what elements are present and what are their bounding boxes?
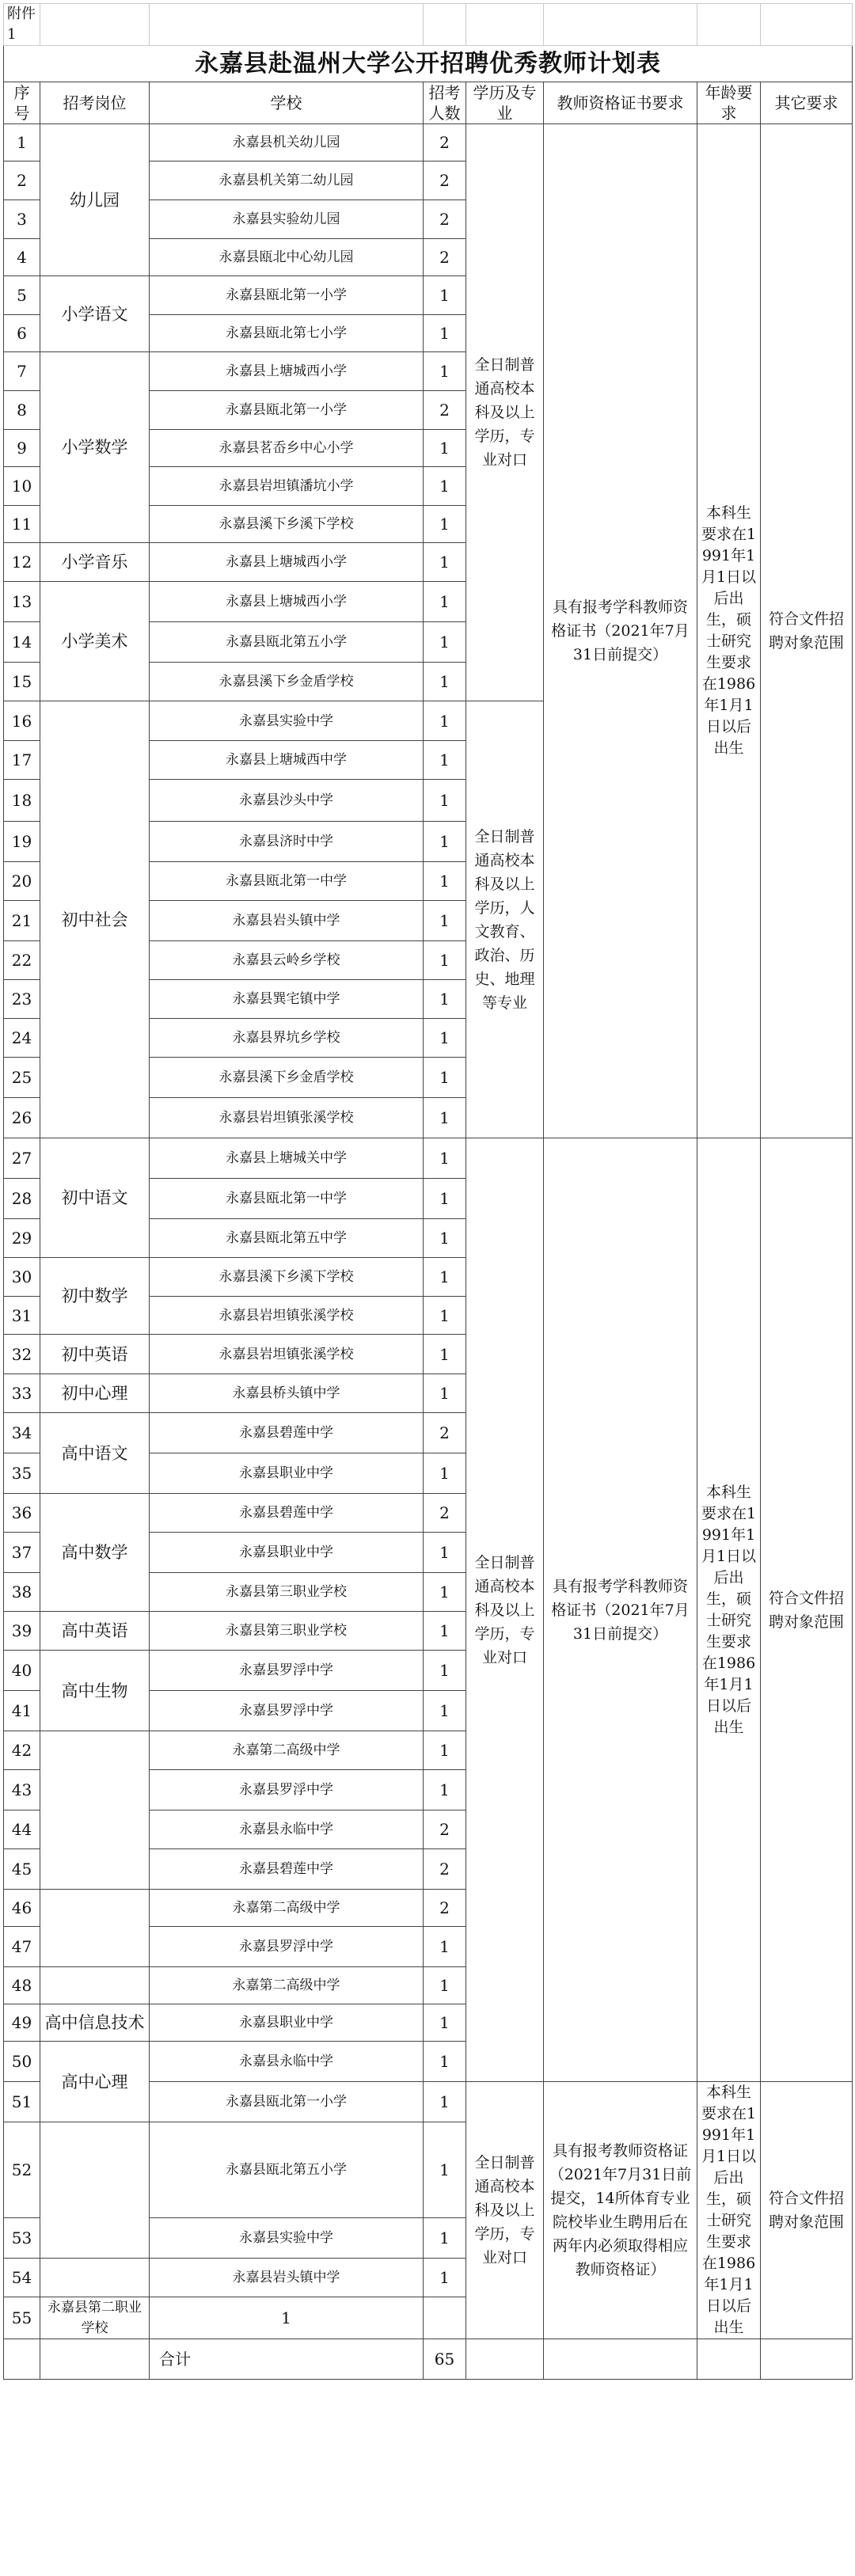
position-count: 2 — [424, 161, 466, 200]
position-name — [40, 1731, 150, 1890]
row-index: 48 — [4, 1967, 40, 2004]
school-name: 永嘉县罗浮中学 — [150, 1927, 424, 1967]
position-name: 初中心理 — [40, 1374, 150, 1413]
row-index: 23 — [4, 980, 40, 1019]
position-count: 1 — [424, 1573, 466, 1612]
row-index: 41 — [4, 1691, 40, 1731]
row-index: 25 — [4, 1058, 40, 1098]
position-count: 1 — [424, 1770, 466, 1810]
school-name: 永嘉县瓯北第五小学 — [150, 622, 424, 663]
position-name: 高中数学 — [40, 1494, 150, 1612]
position-name — [40, 2259, 150, 2297]
position-count: 1 — [424, 1453, 466, 1494]
row-index: 32 — [4, 1335, 40, 1374]
school-name: 永嘉县上塘城西中学 — [150, 741, 424, 780]
education-requirement: 全日制普通高校本科及以上学历，人文教育、政治、历史、地理等专业 — [466, 701, 544, 1138]
position-name — [40, 1967, 150, 2004]
position-name — [40, 2122, 150, 2259]
row-index: 50 — [4, 2042, 40, 2082]
position-count: 1 — [424, 1533, 466, 1573]
school-name: 永嘉县上塘城西小学 — [150, 582, 424, 622]
blank-cell — [150, 4, 424, 46]
school-name: 永嘉县上塘城西小学 — [150, 543, 424, 582]
position-count: 1 — [424, 980, 466, 1019]
position-count: 1 — [424, 741, 466, 780]
row-index: 43 — [4, 1770, 40, 1810]
row-index: 1 — [4, 124, 40, 161]
position-name: 高中信息技术 — [40, 2004, 150, 2042]
position-count: 1 — [424, 506, 466, 543]
total-blank — [544, 2339, 697, 2380]
total-count: 65 — [424, 2339, 466, 2380]
row-index: 49 — [4, 2004, 40, 2042]
school-name: 永嘉县职业中学 — [150, 1533, 424, 1573]
total-blank — [761, 2339, 853, 2380]
page-title: 永嘉县赴温州大学公开招聘优秀教师计划表 — [4, 46, 853, 82]
age-requirement: 本科生要求在1991年1月1日以后出生，硕士研究生要求在1986年1月1日以后出生 — [697, 1138, 761, 2082]
header-row — [4, 82, 853, 124]
header-position: 招考岗位 — [40, 82, 150, 124]
position-count: 1 — [424, 430, 466, 467]
position-name: 高中生物 — [40, 1651, 150, 1731]
position-count: 1 — [424, 1297, 466, 1335]
certificate-requirement: 具有报考学科教师资格证书（2021年7月31日前提交） — [544, 124, 697, 1138]
school-name: 永嘉县岩坦镇张溪学校 — [150, 1098, 424, 1138]
row-index: 39 — [4, 1612, 40, 1651]
school-name: 永嘉县碧莲中学 — [150, 1849, 424, 1890]
row-index: 29 — [4, 1219, 40, 1258]
position-count: 1 — [424, 1691, 466, 1731]
school-name: 永嘉县职业中学 — [150, 1453, 424, 1494]
position-count: 1 — [424, 1258, 466, 1297]
total-row — [4, 2339, 853, 2380]
school-name: 永嘉县瓯北第五小学 — [150, 2122, 424, 2218]
row-index: 34 — [4, 1413, 40, 1453]
table-row — [4, 124, 853, 161]
row-index: 52 — [4, 2122, 40, 2218]
school-name: 永嘉县碧莲中学 — [150, 1413, 424, 1453]
header-index: 序号 — [4, 82, 40, 124]
row-index: 53 — [4, 2218, 40, 2259]
position-count: 1 — [424, 2122, 466, 2218]
position-count: 1 — [424, 543, 466, 582]
row-index: 18 — [4, 780, 40, 822]
school-name: 永嘉县茗岙乡中心小学 — [150, 430, 424, 467]
position-count: 1 — [150, 2297, 424, 2339]
row-index: 26 — [4, 1098, 40, 1138]
school-name: 永嘉县界坑乡学校 — [150, 1019, 424, 1058]
school-name: 永嘉县实验中学 — [150, 2218, 424, 2259]
position-count: 2 — [424, 391, 466, 430]
row-index: 37 — [4, 1533, 40, 1573]
school-name: 永嘉县岩坦镇张溪学校 — [150, 1297, 424, 1335]
position-count: 1 — [424, 2259, 466, 2297]
position-name: 高中心理 — [40, 2042, 150, 2122]
school-name: 永嘉县上塘城西小学 — [150, 352, 424, 391]
blank-cell — [40, 4, 150, 46]
school-name: 永嘉县济时中学 — [150, 822, 424, 862]
school-name: 永嘉县岩头镇中学 — [150, 901, 424, 941]
position-count: 1 — [424, 276, 466, 315]
school-name: 永嘉县瓯北第一小学 — [150, 2082, 424, 2122]
position-count: 1 — [424, 663, 466, 701]
position-count: 1 — [424, 1019, 466, 1058]
position-count: 1 — [424, 1651, 466, 1691]
attachment-row — [4, 4, 853, 46]
total-blank — [697, 2339, 761, 2380]
school-name: 永嘉县上塘城关中学 — [150, 1138, 424, 1179]
school-name: 永嘉县实验中学 — [150, 701, 424, 741]
row-index: 22 — [4, 941, 40, 980]
position-name: 高中语文 — [40, 1413, 150, 1494]
row-index: 31 — [4, 1297, 40, 1335]
row-index: 7 — [4, 352, 40, 391]
position-count: 1 — [424, 822, 466, 862]
row-index: 30 — [4, 1258, 40, 1297]
header-count: 招考人数 — [424, 82, 466, 124]
blank-cell — [697, 4, 761, 46]
position-count: 2 — [424, 200, 466, 239]
school-name: 永嘉县瓯北中心幼儿园 — [150, 239, 424, 276]
position-count: 1 — [424, 1058, 466, 1098]
total-blank — [466, 2339, 544, 2380]
table-body — [4, 4, 853, 2380]
school-name: 永嘉县桥头镇中学 — [150, 1374, 424, 1413]
row-index: 44 — [4, 1810, 40, 1849]
school-name: 永嘉县溪下乡溪下学校 — [150, 1258, 424, 1297]
row-index: 12 — [4, 543, 40, 582]
row-index: 51 — [4, 2082, 40, 2122]
position-count: 2 — [424, 1413, 466, 1453]
position-name: 小学美术 — [40, 582, 150, 701]
position-count: 2 — [424, 239, 466, 276]
row-index: 4 — [4, 239, 40, 276]
school-name: 永嘉县瓯北第五中学 — [150, 1219, 424, 1258]
blank-cell — [466, 4, 544, 46]
school-name: 永嘉第二高级中学 — [150, 1890, 424, 1927]
school-name: 永嘉县永临中学 — [150, 2042, 424, 2082]
position-count: 1 — [424, 315, 466, 352]
total-blank — [40, 2339, 150, 2380]
blank-cell — [544, 4, 697, 46]
row-index: 46 — [4, 1890, 40, 1927]
position-count: 1 — [424, 901, 466, 941]
header-education: 学历及专业 — [466, 82, 544, 124]
row-index: 8 — [4, 391, 40, 430]
position-count: 1 — [424, 701, 466, 741]
total-blank — [4, 2339, 40, 2380]
position-count: 2 — [424, 1849, 466, 1890]
header-other: 其它要求 — [761, 82, 853, 124]
position-count: 2 — [424, 1494, 466, 1533]
school-name: 永嘉县溪下乡金盾学校 — [150, 663, 424, 701]
row-index: 28 — [4, 1179, 40, 1219]
position-count: 1 — [424, 582, 466, 622]
school-name: 永嘉县瓯北第七小学 — [150, 315, 424, 352]
position-count: 1 — [424, 1927, 466, 1967]
school-name: 永嘉县沙头中学 — [150, 780, 424, 822]
row-index: 6 — [4, 315, 40, 352]
position-count: 1 — [424, 2042, 466, 2082]
position-count: 1 — [424, 352, 466, 391]
age-requirement: 本科生要求在1991年1月1日以后出生，硕士研究生要求在1986年1月1日以后出生 — [697, 2082, 761, 2339]
row-index: 20 — [4, 862, 40, 901]
certificate-requirement: 具有报考学科教师资格证书（2021年7月31日前提交） — [544, 1138, 697, 2082]
certificate-requirement: 具有报考教师资格证（2021年7月31日前提交，14所体育专业院校毕业生聘用后在两年内必须取得相应教师资格证） — [544, 2082, 697, 2339]
other-requirement: 符合文件招聘对象范围 — [761, 2082, 853, 2339]
header-age: 年龄要求 — [697, 82, 761, 124]
row-index: 33 — [4, 1374, 40, 1413]
position-count: 1 — [424, 2004, 466, 2042]
row-index: 27 — [4, 1138, 40, 1179]
school-name: 永嘉县溪下乡金盾学校 — [150, 1058, 424, 1098]
position-count: 1 — [424, 2218, 466, 2259]
header-certificate: 教师资格证书要求 — [544, 82, 697, 124]
school-name: 永嘉县巽宅镇中学 — [150, 980, 424, 1019]
position-count: 1 — [424, 1374, 466, 1413]
school-name: 永嘉县罗浮中学 — [150, 1691, 424, 1731]
blank-cell — [761, 4, 853, 46]
school-name: 永嘉县瓯北第一中学 — [150, 862, 424, 901]
education-requirement: 全日制普通高校本科及以上学历，专业对口 — [466, 1138, 544, 2082]
position-name: 小学语文 — [40, 276, 150, 352]
row-index: 15 — [4, 663, 40, 701]
position-name: 小学数学 — [40, 352, 150, 543]
position-name: 初中社会 — [40, 701, 150, 1138]
blank-cell — [424, 4, 466, 46]
school-name: 永嘉县瓯北第一小学 — [150, 276, 424, 315]
row-index: 38 — [4, 1573, 40, 1612]
total-label: 合计 — [150, 2339, 424, 2380]
position-count: 2 — [424, 1890, 466, 1927]
row-index: 40 — [4, 1651, 40, 1691]
position-name: 幼儿园 — [40, 124, 150, 276]
row-index: 17 — [4, 741, 40, 780]
position-name — [40, 1890, 150, 1967]
position-count: 2 — [424, 124, 466, 161]
position-count: 1 — [424, 1612, 466, 1651]
position-count: 1 — [424, 2082, 466, 2122]
row-index: 55 — [4, 2297, 40, 2339]
row-index: 47 — [4, 1927, 40, 1967]
position-count: 1 — [424, 1098, 466, 1138]
row-index: 13 — [4, 582, 40, 622]
row-index: 36 — [4, 1494, 40, 1533]
position-count: 1 — [424, 1731, 466, 1770]
row-index: 2 — [4, 161, 40, 200]
row-index: 10 — [4, 467, 40, 506]
position-name: 初中数学 — [40, 1258, 150, 1335]
row-index: 19 — [4, 822, 40, 862]
row-index: 5 — [4, 276, 40, 315]
row-index: 14 — [4, 622, 40, 663]
school-name: 永嘉县实验幼儿园 — [150, 200, 424, 239]
row-index: 3 — [4, 200, 40, 239]
school-name: 永嘉县碧莲中学 — [150, 1494, 424, 1533]
position-count: 1 — [424, 467, 466, 506]
other-requirement: 符合文件招聘对象范围 — [761, 1138, 853, 2082]
position-count: 1 — [424, 1335, 466, 1374]
position-count: 1 — [424, 1179, 466, 1219]
education-requirement: 全日制普通高校本科及以上学历，专业对口 — [466, 2082, 544, 2339]
school-name: 永嘉县机关第二幼儿园 — [150, 161, 424, 200]
school-name: 永嘉县云岭乡学校 — [150, 941, 424, 980]
school-name: 永嘉县岩坦镇张溪学校 — [150, 1335, 424, 1374]
row-index: 42 — [4, 1731, 40, 1770]
school-name: 永嘉县瓯北第一小学 — [150, 391, 424, 430]
position-count: 1 — [424, 1967, 466, 2004]
position-name: 小学音乐 — [40, 543, 150, 582]
school-name: 永嘉县岩坦镇潘坑小学 — [150, 467, 424, 506]
position-count: 1 — [424, 862, 466, 901]
position-count: 1 — [424, 941, 466, 980]
age-requirement: 本科生要求在1991年1月1日以后出生，硕士研究生要求在1986年1月1日以后出生 — [697, 124, 761, 1138]
other-requirement: 符合文件招聘对象范围 — [761, 124, 853, 1138]
row-index: 11 — [4, 506, 40, 543]
school-name: 永嘉县第三职业学校 — [150, 1612, 424, 1651]
row-index: 9 — [4, 430, 40, 467]
position-count: 2 — [424, 1810, 466, 1849]
position-name: 高中英语 — [40, 1612, 150, 1651]
position-count: 1 — [424, 1138, 466, 1179]
header-school: 学校 — [150, 82, 424, 124]
row-index: 24 — [4, 1019, 40, 1058]
school-name: 永嘉县永临中学 — [150, 1810, 424, 1849]
title-row — [4, 46, 853, 82]
school-name: 永嘉县职业中学 — [150, 2004, 424, 2042]
row-index: 21 — [4, 901, 40, 941]
school-name: 永嘉县第三职业学校 — [150, 1573, 424, 1612]
row-index: 35 — [4, 1453, 40, 1494]
table-row — [4, 1138, 853, 1179]
school-name: 永嘉第二高级中学 — [150, 1967, 424, 2004]
education-requirement: 全日制普通高校本科及以上学历，专业对口 — [466, 124, 544, 701]
position-count: 1 — [424, 780, 466, 822]
recruitment-plan-table — [3, 3, 853, 2380]
school-name: 永嘉县溪下乡溪下学校 — [150, 506, 424, 543]
position-name: 初中英语 — [40, 1335, 150, 1374]
row-index: 45 — [4, 1849, 40, 1890]
school-name: 永嘉第二高级中学 — [150, 1731, 424, 1770]
school-name: 永嘉县罗浮中学 — [150, 1651, 424, 1691]
school-name: 永嘉县第二职业学校 — [40, 2297, 150, 2339]
position-count: 1 — [424, 1219, 466, 1258]
position-count: 1 — [424, 622, 466, 663]
row-index: 54 — [4, 2259, 40, 2297]
school-name: 永嘉县罗浮中学 — [150, 1770, 424, 1810]
school-name: 永嘉县岩头镇中学 — [150, 2259, 424, 2297]
attachment-label: 附件1 — [4, 4, 40, 46]
position-name: 初中语文 — [40, 1138, 150, 1258]
school-name: 永嘉县瓯北第一中学 — [150, 1179, 424, 1219]
school-name: 永嘉县机关幼儿园 — [150, 124, 424, 161]
row-index: 16 — [4, 701, 40, 741]
